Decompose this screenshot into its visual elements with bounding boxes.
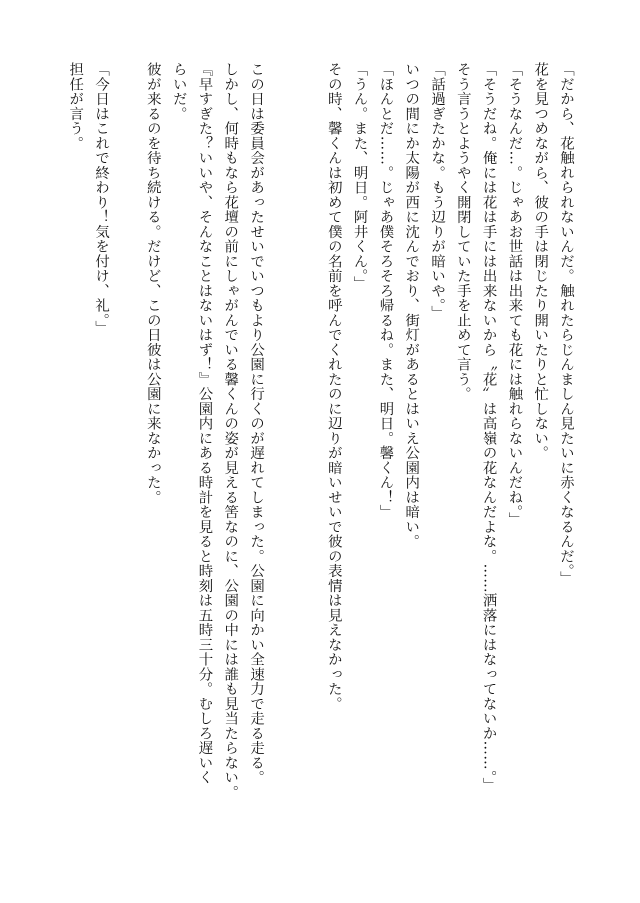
text-line: いつの間にか太陽が西に沈んでおり、街灯があるとはいえ公園内は暗い。	[403, 62, 420, 549]
text-line: 「今日はこれで終わり！気を付け、礼。」	[93, 62, 110, 336]
text-line: そう言うとようやく開閉していた手を止めて言う。	[454, 62, 471, 402]
text-line: しかし、何時もなら花壇の前にしゃがんでいる馨くんの姿が見える筈なのに、公園の中には誰も見当たらない。	[222, 62, 239, 800]
text-line: その時、馨くんは初めて僕の名前を呼んでくれたのに辺りが暗いせいで彼の表情は見えなかった。	[325, 62, 342, 711]
text-line: 『早すぎた？いいや、そんなことはないはず！』公園内にある時計を見ると時刻は五時三十分。むしろ遅いく	[196, 62, 213, 785]
blank-line	[268, 62, 294, 882]
text-line: この日は委員会があったせいでいつもより公園に行くのが遅れてしまった。公園に向かい全速力で走る走る。	[248, 62, 265, 785]
text-line: 「ほんとだ……。じゃあ僕そろそろ帰るね。また、明日。馨くん！」	[377, 62, 394, 520]
text-line: 「そうだね。俺には花は手には出来ないから〝花〟は高嶺の花なんだよな。……洒落にはなってないか……。」	[480, 62, 497, 793]
text-line: 担任が言う。	[67, 62, 84, 151]
text-line: 「だから、花触れられないんだ。触れたらじんましん見たいに赤くなるんだ。」	[558, 62, 574, 586]
text-line: 花を見つめながら、彼の手は閉じたり開いたりと忙しない。	[532, 62, 549, 461]
vertical-text-body	[61, 62, 578, 882]
text-line: 「話過ぎたかな。もう辺りが暗いや。」	[429, 62, 446, 321]
blank-line	[294, 62, 320, 882]
text-line: 「うん。また、明日。阿井くん。」	[351, 62, 368, 291]
text-line: 彼が来るのを待ち続ける。だけど、この日彼は公園に来なかった。	[144, 62, 161, 505]
text-line: らいだ。	[170, 62, 187, 121]
blank-line	[113, 62, 139, 882]
text-line: 「そうなんだ…。じゃあお世話は出来ても花には触れらないんだね。」	[506, 62, 523, 527]
